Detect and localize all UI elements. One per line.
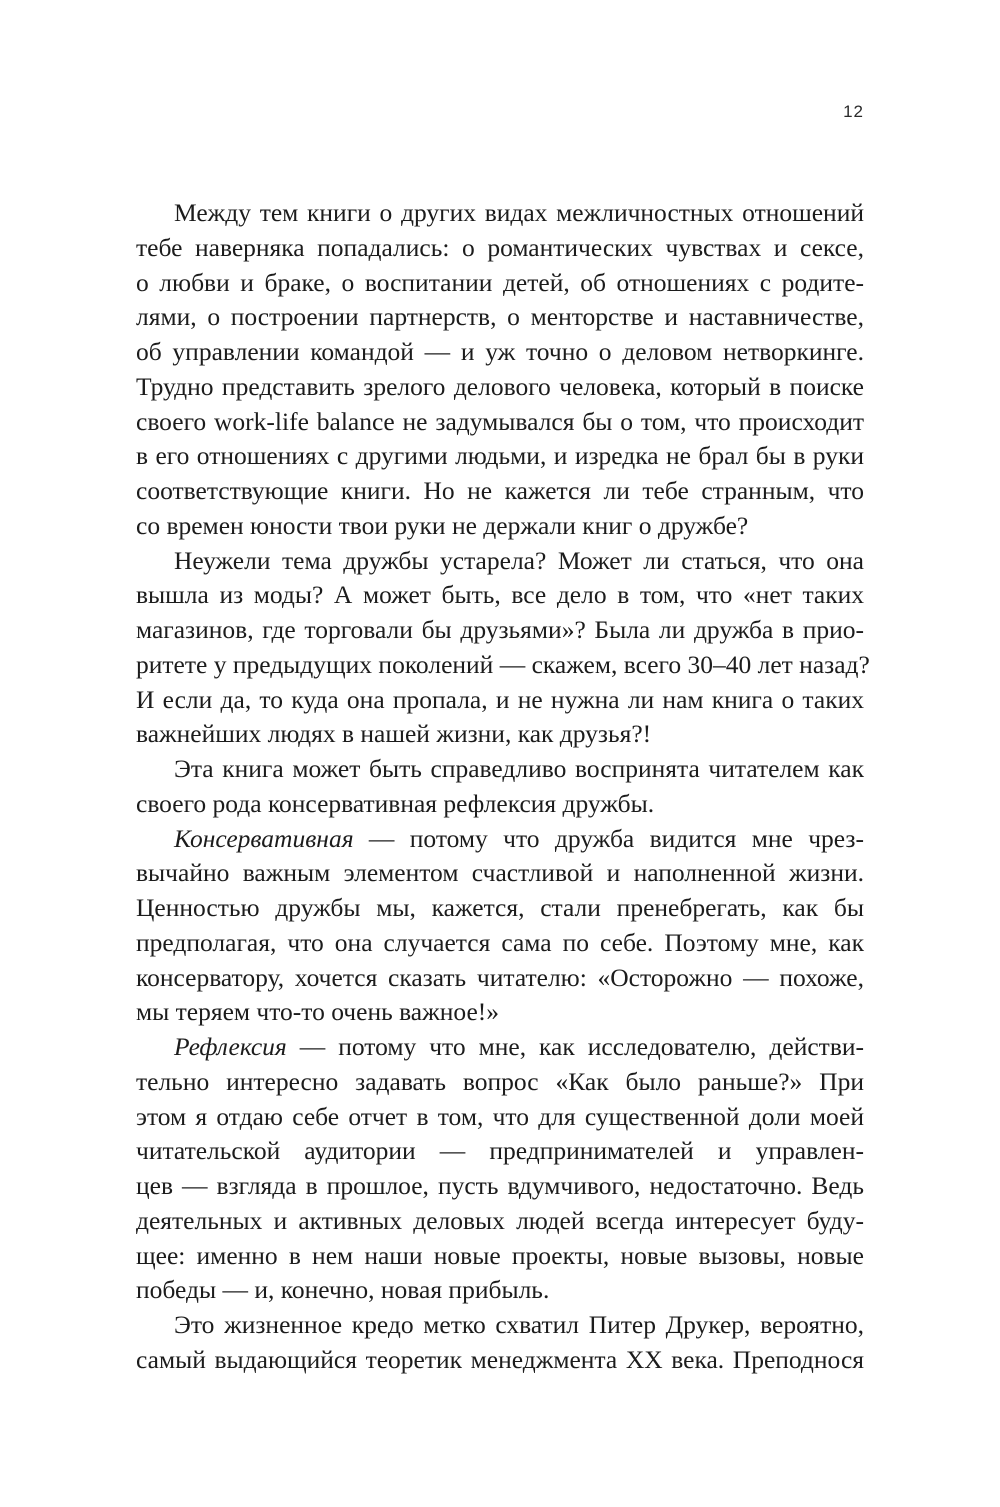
- paragraph: [136, 544, 870, 753]
- text-line: деятельных и активных деловых людей всегда интересует буду-: [136, 1205, 864, 1235]
- text-line: своего work-life balance не задумывался бы о том, что происходит: [136, 406, 864, 436]
- emphasized-term: Консервативная: [174, 823, 354, 853]
- text-line: Эта книга может быть справедливо воспринята читателем как: [174, 754, 864, 783]
- text-line: читательской аудитории — предпринимателей и управлен-: [136, 1136, 864, 1166]
- emphasized-term: Рефлексия: [174, 1032, 287, 1061]
- paragraph: [136, 1030, 864, 1308]
- text-line: Это жизненное кредо метко схватил Питер Друкер, вероятно,: [174, 1310, 864, 1339]
- text-line: победы — и, конечно, новая прибыль.: [136, 1275, 550, 1305]
- text-line: Ценностью дружбы мы, кажется, стали пренебрегать, как бы: [136, 893, 864, 922]
- paragraph: [136, 752, 864, 822]
- text-line: Неужели тема дружбы устарела? Может ли статься, что она: [174, 545, 864, 575]
- page-number: 12: [843, 102, 864, 121]
- paragraph: [136, 822, 864, 1031]
- text-line-rest: — потому что дружба видится мне чрез-: [353, 823, 864, 853]
- text-line: мы теряем что-то очень важное!»: [136, 997, 500, 1027]
- text-line: магазинов, где торговали бы друзьями»? Была ли дружба в прио-: [136, 615, 864, 644]
- text-line: со времен юности твои руки не держали книг о дружбе?: [136, 510, 749, 540]
- text-line: [136, 1030, 864, 1065]
- text-line: самый выдающийся теоретик менеджмента XX века. Преподнося: [136, 1344, 864, 1374]
- text-line: консерватору, хочется сказать читателю: «Осторожно — похоже,: [136, 962, 864, 992]
- text-line: об управлении командой — и уж точно о деловом нетворкинге.: [136, 337, 864, 366]
- text-line: ритете у предыдущих поколений — скажем, всего 30–40 лет назад?: [136, 649, 870, 679]
- text-line: вышла из моды? А может быть, все дело в том, что «нет таких: [136, 580, 864, 610]
- text-line: тебе наверняка попадались: о романтических чувствах и сексе,: [136, 232, 864, 262]
- paragraph: [136, 1308, 864, 1378]
- text-line: предполагая, что она случается сама по себе. Поэтому мне, как: [136, 927, 864, 957]
- text-line: своего рода консервативная рефлексия дружбы.: [136, 788, 655, 818]
- text-line: в его отношениях с другими людьми, и изредка не брал бы в руки: [136, 441, 864, 471]
- text-line: цев — взгляда в прошлое, пусть вдумчивого, недостаточно. Ведь: [136, 1171, 864, 1200]
- text-line: Между тем книги о других видах межличностных отношений: [174, 198, 864, 227]
- text-line: важнейших людях в нашей жизни, как друзья?!: [136, 719, 652, 749]
- text-line: соответствующие книги. Но не кажется ли тебе странным, что: [136, 476, 864, 505]
- body-text: [136, 196, 870, 1378]
- text-line: тельно интересно задавать вопрос «Как было раньше?» При: [136, 1066, 864, 1096]
- text-line: этом я отдаю себе отчет в том, что для существенной доли моей: [136, 1101, 864, 1131]
- text-line: И если да, то куда она пропала, и не нужна ли нам книга о таких: [136, 684, 864, 714]
- text-line: Трудно представить зрелого делового человека, который в поиске: [136, 371, 864, 401]
- text-line-rest: — потому что мне, как исследователю, действи-: [286, 1032, 864, 1061]
- text-line: лями, о построении партнерств, о менторстве и наставничестве,: [136, 302, 864, 332]
- text-line: о любви и браке, о воспитании детей, об отношениях с родите-: [136, 267, 864, 297]
- paragraph: [136, 196, 864, 544]
- text-line: вычайно важным элементом счастливой и наполненной жизни.: [136, 858, 864, 888]
- text-line: [136, 822, 864, 857]
- text-line: щее: именно в нем наши новые проекты, новые вызовы, новые: [136, 1240, 864, 1270]
